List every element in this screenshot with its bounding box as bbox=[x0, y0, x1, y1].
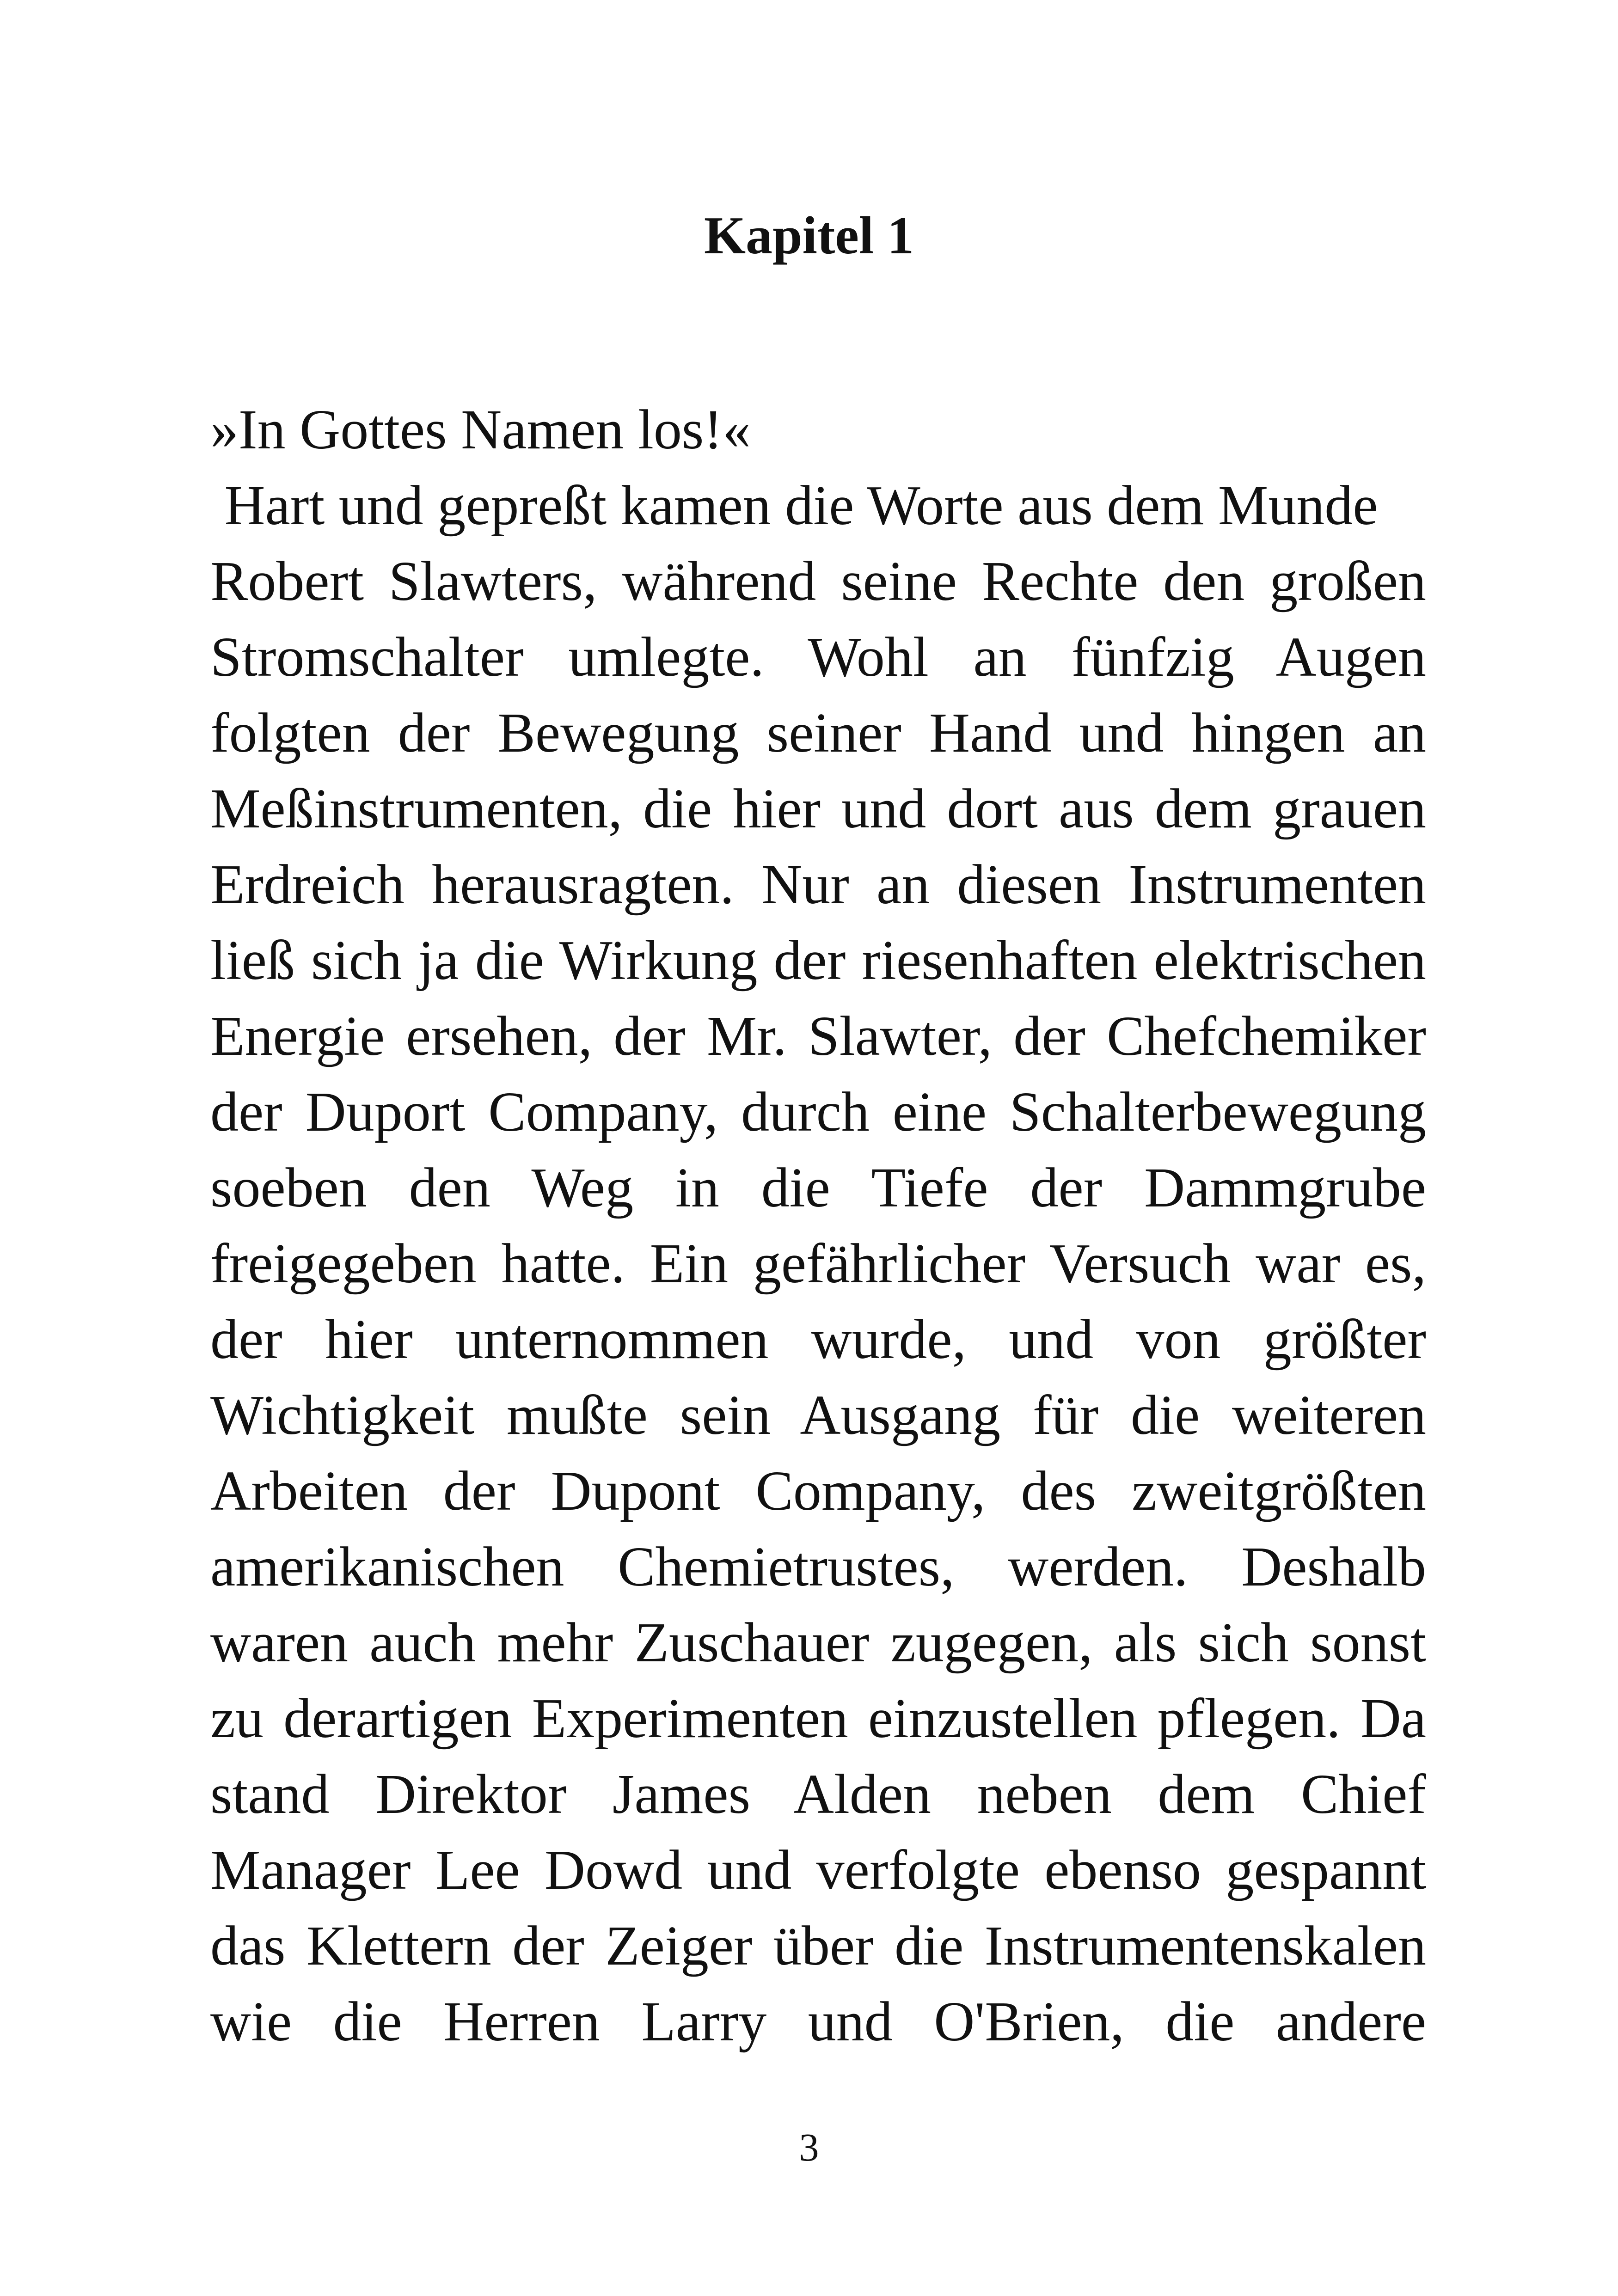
text-line: Stromschalter umlegte. Wohl an fünfzig Augen bbox=[210, 626, 1426, 688]
chapter-title: Kapitel 1 bbox=[704, 206, 914, 265]
text-line: folgten der Bewegung seiner Hand und hingen an bbox=[210, 702, 1426, 764]
text-line: soeben den Weg in die Tiefe der Dammgrube bbox=[210, 1157, 1426, 1219]
text-line: Wichtigkeit mußte sein Ausgang für die weiteren bbox=[210, 1384, 1426, 1446]
text-line: Erdreich herausragten. Nur an diesen Instrumenten bbox=[210, 853, 1426, 916]
text-line: amerikanischen Chemietrustes, werden. Deshalb bbox=[210, 1536, 1426, 1598]
text-line: Arbeiten der Dupont Company, des zweitgrößten bbox=[210, 1460, 1426, 1522]
text-line: Hart und gepreßt kamen die Worte aus dem Munde bbox=[210, 474, 1378, 537]
text-line: das Klettern der Zeiger über die Instrumentenskalen bbox=[210, 1915, 1426, 1977]
text-line: Robert Slawters, während seine Rechte den großen bbox=[210, 550, 1426, 612]
text-line: Energie ersehen, der Mr. Slawter, der Chefchemiker bbox=[210, 1005, 1426, 1067]
body-text bbox=[210, 392, 1426, 2060]
text-line: der Duport Company, durch eine Schalterbewegung bbox=[210, 1081, 1426, 1143]
text-line: waren auch mehr Zuschauer zugegen, als sich sonst bbox=[210, 1611, 1426, 1674]
text-line: »In Gottes Namen los!« bbox=[210, 398, 751, 461]
text-line: Meßinstrumenten, die hier und dort aus dem grauen bbox=[210, 778, 1426, 840]
page-number: 3 bbox=[799, 2125, 819, 2169]
text-line: zu derartigen Experimenten einzustellen pflegen. Da bbox=[210, 1687, 1426, 1750]
text-line: freigegeben hatte. Ein gefährlicher Versuch war es, bbox=[210, 1232, 1426, 1295]
text-line: ließ sich ja die Wirkung der riesenhaften elektrischen bbox=[210, 929, 1426, 992]
text-line: der hier unternommen wurde, und von größter bbox=[210, 1308, 1426, 1371]
text-line: wie die Herren Larry und O'Brien, die andere bbox=[210, 1990, 1426, 2053]
text-line: stand Direktor James Alden neben dem Chief bbox=[210, 1763, 1426, 1825]
text-line: Manager Lee Dowd und verfolgte ebenso gespannt bbox=[210, 1839, 1426, 1901]
